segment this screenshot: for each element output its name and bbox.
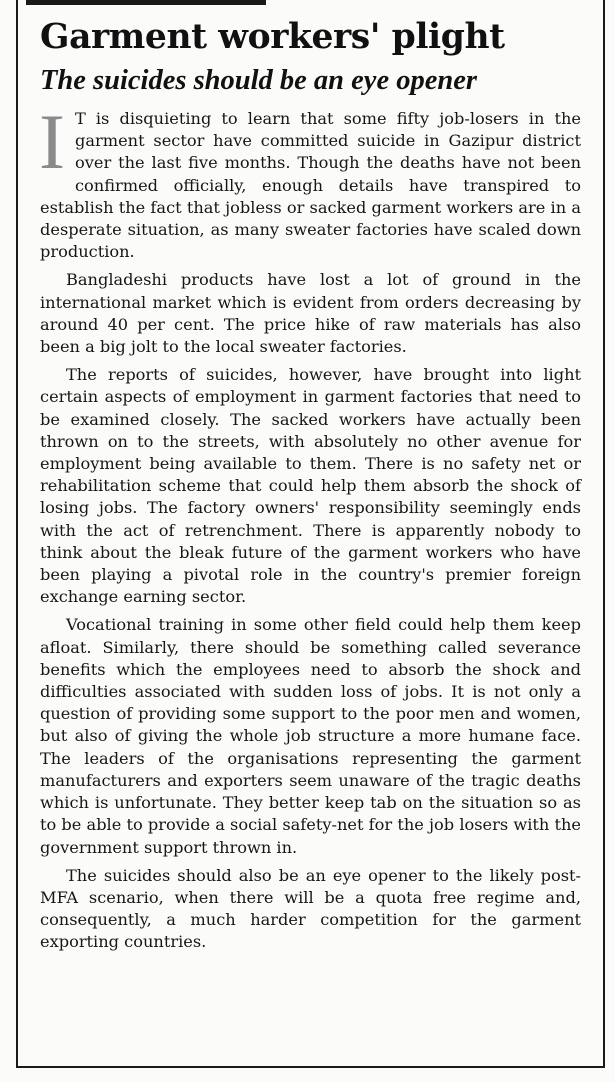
paragraph-3: The reports of suicides, however, have brought into light certain aspects of employment in garment factories that need to be examined closely. The sacked workers have actually been thrown on to the streets, with absolutely no other avenue for employment being available to them. There is no safety net or rehabilitation scheme that could help them absorb the shock of losing jobs. The factory owners' responsibility seemingly ends with the act of retrenchment. There is apparently nobody to think about the bleak future of the garment workers who have been playing a pivotal role in the country's premier foreign exchange earning sector. [40, 365, 581, 607]
headline: Garment workers' plight [40, 17, 505, 57]
paragraph-1-text: T is disquieting to learn that some fifty job-losers in the garment sector have committed suicide in Gazipur district over the last five months. Though the deaths have not been confirmed officially, enough details have transpired to establish the fact that jobless or sacked garment workers are in a desperate situation, as many sweater factories have scaled down production. [40, 109, 581, 262]
paragraph-4: Vocational training in some other field could help them keep afloat. Similarly, there should be something called severance benefits which the employees need to absorb the shock and difficulties associated with sudden loss of jobs. It is not only a question of providing some support to the poor men and women, but also of giving the whole job structure a more humane face. The leaders of the organisations representing the garment manufacturers and exporters seem unaware of the tragic deaths which is unfortunate. They better keep tab on the situation so as to be able to provide a social safety-net for the job losers with the government support thrown in. [40, 615, 581, 857]
paragraph-5: The suicides should also be an eye opener to the likely post-MFA scenario, when there will be a quota free regime and, consequently, a much harder competition for the garment exporting countries. [40, 865, 581, 952]
paragraph-2: Bangladeshi products have lost a lot of ground in the international market which is evident from orders decreasing by around 40 per cent. The price hike of raw materials has also been a big jolt to the local sweater factories. [40, 270, 581, 357]
subheadline: The suicides should be an eye opener [40, 65, 477, 96]
drop-cap: I [39, 98, 65, 185]
article-body [39, 98, 581, 960]
paragraph-1 [39, 98, 581, 263]
